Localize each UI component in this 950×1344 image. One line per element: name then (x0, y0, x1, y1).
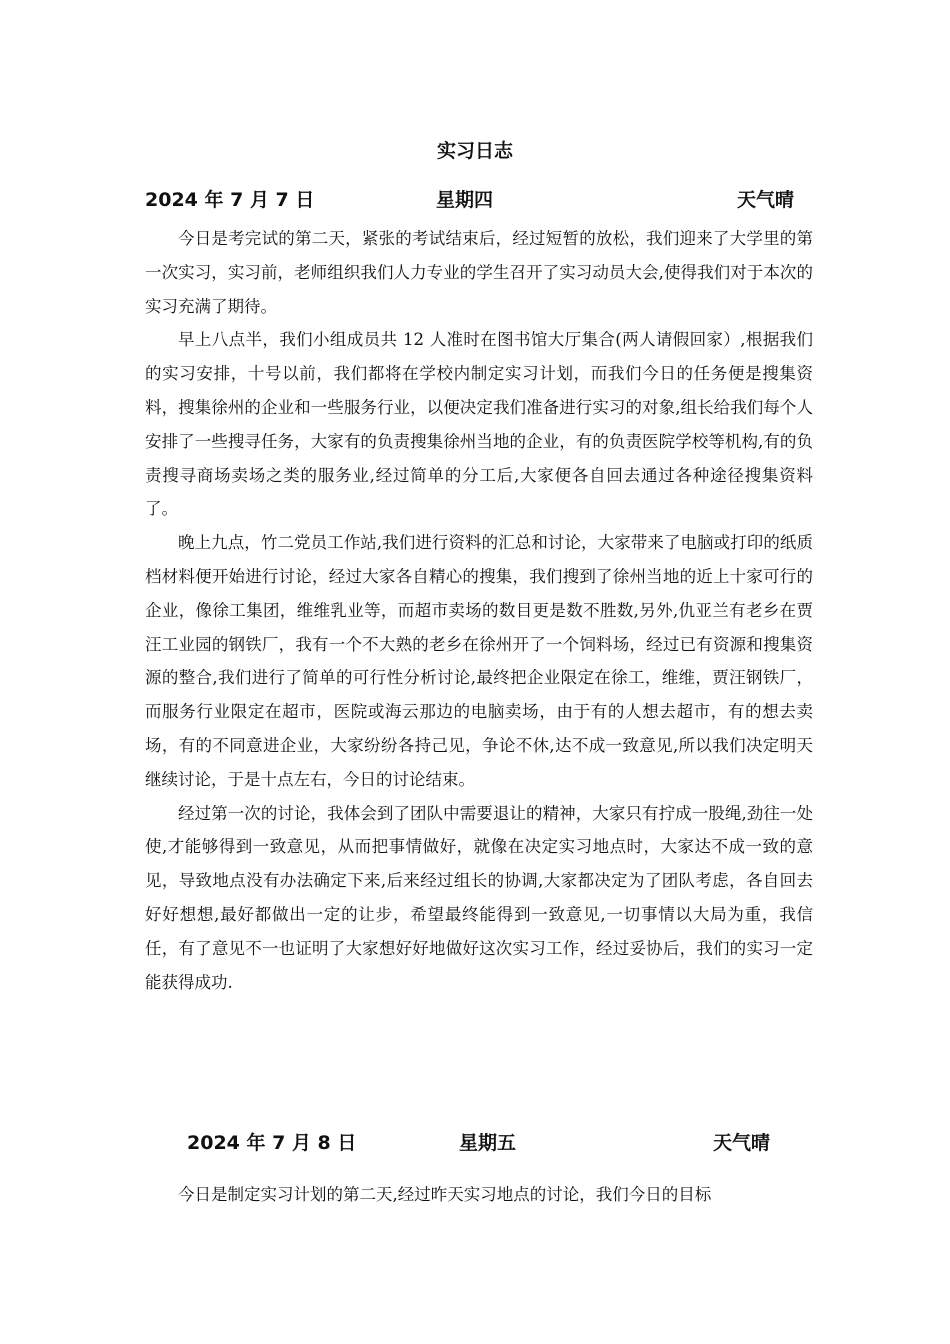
entry-body (145, 222, 813, 999)
body-paragraph: 今日是考完试的第二天，紧张的考试结束后，经过短暂的放松，我们迎来了大学里的第一次实习，实习前，老师组织我们人力专业的学生召开了实习动员大会,使得我们对于本次的实习充满了期待。 (145, 229, 813, 316)
body-paragraph: 经过第一次的讨论，我体会到了团队中需要退让的精神，大家只有拧成一股绳,劲往一处使,才能够得到一致意见，从而把事情做好，就像在决定实习地点时，大家达不成一致的意见，导致地点没有办法确定下来,后来经过组长的协调,大家都决定为了团队考虑，各自回去好好想想,最好都做出一定的让步，希望最终能得到一致意见,一切事情以大局为重，我信任，有了意见不一也证明了大家想好好地做好这次实习工作，经过妥协后，我们的实习一定能获得成功. (145, 803, 813, 992)
document-title: 实习日志 (436, 140, 513, 162)
entry-body (145, 1178, 813, 1212)
body-paragraph: 早上八点半，我们小组成员共 12 人准时在图书馆大厅集合(两人请假回家）,根据我们的实习安排，十号以前，我们都将在学校内制定实习计划，而我们今日的任务便是搜集资料，搜集徐州的企业和一些服务行业，以便决定我们准备进行实习的对象,组长给我们每个人安排了一些搜寻任务，大家有的负责搜集徐州当地的企业，有的负责医院学校等机构,有的负责搜寻商场卖场之类的服务业,经过简单的分工后,大家便各自回去通过各种途径搜集资料了。 (145, 330, 813, 519)
entry-date: 2024 年 7 月 7 日 (145, 189, 315, 211)
entry-header (0, 184, 950, 216)
entry-date: 2024 年 7 月 8 日 (187, 1132, 357, 1154)
body-paragraph: 今日是制定实习计划的第二天,经过昨天实习地点的讨论，我们今日的目标 (178, 1185, 712, 1204)
entry-weekday: 星期四 (436, 189, 494, 211)
body-paragraph: 晚上九点，竹二党员工作站,我们进行资料的汇总和讨论，大家带来了电脑或打印的纸质档材料便开始进行讨论，经过大家各自精心的搜集，我们搜到了徐州当地的近上十家可行的企业，像徐工集团，维维乳业等，而超市卖场的数目更是数不胜数,另外,仇亚兰有老乡在贾汪工业园的钢铁厂，我有一个不大熟的老乡在徐州开了一个饲料场，经过已有资源和搜集资源的整合,我们进行了简单的可行性分析讨论,最终把企业限定在徐工，维维，贾汪钢铁厂，而服务行业限定在超市，医院或海云那边的电脑卖场，由于有的人想去超市，有的想去卖场，有的不同意进企业，大家纷纷各持己见，争论不休,达不成一致意见,所以我们决定明天继续讨论，于是十点左右，今日的讨论结束。 (145, 533, 813, 789)
entry-weather: 天气晴 (737, 189, 795, 211)
entry-weekday: 星期五 (459, 1132, 517, 1154)
entry-weather: 天气晴 (713, 1132, 771, 1154)
entry-header (0, 1127, 950, 1159)
